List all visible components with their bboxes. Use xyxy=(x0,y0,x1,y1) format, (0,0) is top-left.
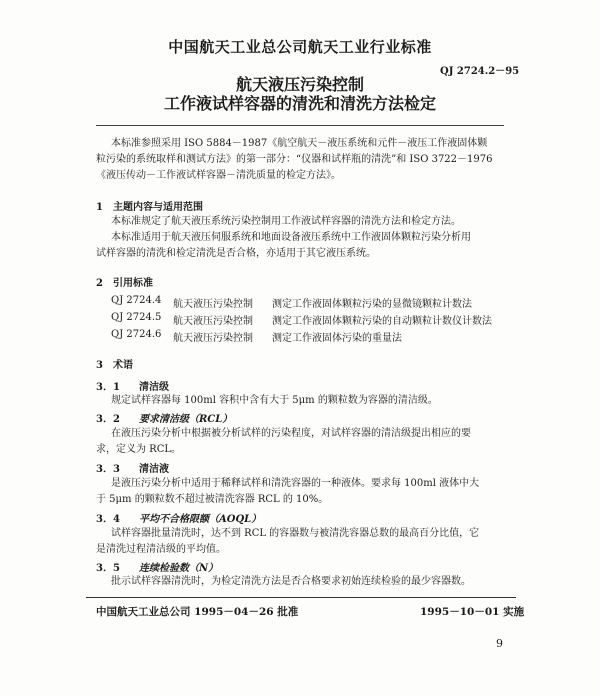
section-1-para-2-line-2: 试样容器的清洗和检定清洗是否合格，亦适用于其它液压系统。 xyxy=(96,248,376,259)
title-divider xyxy=(96,125,504,126)
term-number: 3．1 xyxy=(96,382,120,393)
term-definition-line-2: 是清洗过程清洁级的平均值。 xyxy=(96,544,226,555)
footer-divider xyxy=(86,597,516,598)
term-definition-line-1: 在液压污染分析中根据被分析试样的污染程度，对试样容器的清洁级提出相应的要 xyxy=(111,428,471,439)
ref-desc: 测定工作液固体污染的重量法 xyxy=(272,333,402,344)
title-line-1: 航天液压污染控制 xyxy=(235,75,364,94)
intro-line-2: 粒污染的系统取样和测试方法》的第一部分：“仪器和试样瓶的清洗”和 ISO 3722－1976 xyxy=(96,154,493,165)
ref-name: 航天液压污染控制 xyxy=(173,316,253,327)
ref-name: 航天液压污染控制 xyxy=(173,299,253,310)
approval-date: 中国航天工业总公司 1995－04－26 批准 xyxy=(96,606,299,618)
term-name: 清洁级 xyxy=(139,382,169,393)
ref-code: QJ 2724.6 xyxy=(111,329,162,340)
term-definition: 规定试样容器每 100ml 容积中含有大于 5μm 的颗粒数为容器的清洁级。 xyxy=(111,395,438,406)
term-definition-line-1: 是液压污染分析中适用于稀释试样和清洗容器的一种液体。要求每 100ml 液体中大 xyxy=(111,478,480,489)
term-number: 3．2 xyxy=(96,414,120,425)
issuing-organization: 中国航天工业总公司航天工业行业标准 xyxy=(168,38,432,56)
term-definition-line-2: 于 5μm 的颗粒数不超过被清洗容器 RCL 的 10%。 xyxy=(96,494,329,505)
ref-code: QJ 2724.4 xyxy=(111,295,162,306)
term-name: 平均不合格限额（AOQL） xyxy=(139,514,262,525)
section-1-para-1: 本标准规定了航天液压系统污染控制用工作液试样容器的清洗方法和检定方法。 xyxy=(111,216,461,227)
section-1-heading: 1 主题内容与适用范围 xyxy=(96,202,203,213)
section-3-heading: 3 术语 xyxy=(96,360,133,371)
section-1-para-2-line-1: 本标准适用于航天液压伺服系统和地面设备液压系统中工作液固体颗粒污染分析用 xyxy=(111,232,471,243)
intro-line-3: 《液压传动－工作液试样容器－清洗质量的检定方法》。 xyxy=(96,170,341,181)
ref-desc: 测定工作液固体颗粒污染的自动颗粒计数仪计数法 xyxy=(272,316,492,327)
term-number: 3．4 xyxy=(96,514,120,525)
title-line-2: 工作液试样容器的清洗和清洗方法检定 xyxy=(163,94,436,113)
ref-code: QJ 2724.5 xyxy=(111,312,162,323)
term-definition-line-2: 求，定义为 RCL。 xyxy=(96,444,181,455)
term-name: 连续检验数（N） xyxy=(139,563,219,574)
term-definition-line-1: 试样容器批量清洗时，达不到 RCL 的容器数与被清洗容器总数的最高百分比值，它 xyxy=(111,528,480,539)
ref-desc: 测定工作液固体颗粒污染的显微镜颗粒计数法 xyxy=(272,299,472,310)
intro-line-1: 本标准参照采用 ISO 5884－1987《航空航天－液压系统和元件－液压工作液固体颗 xyxy=(111,138,488,149)
term-name: 要求清洁级（RCL） xyxy=(139,414,233,425)
page-number: 9 xyxy=(496,637,503,650)
section-2-heading: 2 引用标准 xyxy=(96,278,153,289)
term-name: 清洁液 xyxy=(139,464,169,475)
term-definition: 批示试样容器清洗时，为检定清洗方法是否合格要求初始连续检验的最少容器数。 xyxy=(111,576,471,587)
ref-name: 航天液压污染控制 xyxy=(173,333,253,344)
standard-code: QJ 2724.2－95 xyxy=(440,66,520,77)
term-number: 3．3 xyxy=(96,464,120,475)
implementation-date: 1995－10－01 实施 xyxy=(420,606,525,618)
term-number: 3．5 xyxy=(96,563,120,574)
